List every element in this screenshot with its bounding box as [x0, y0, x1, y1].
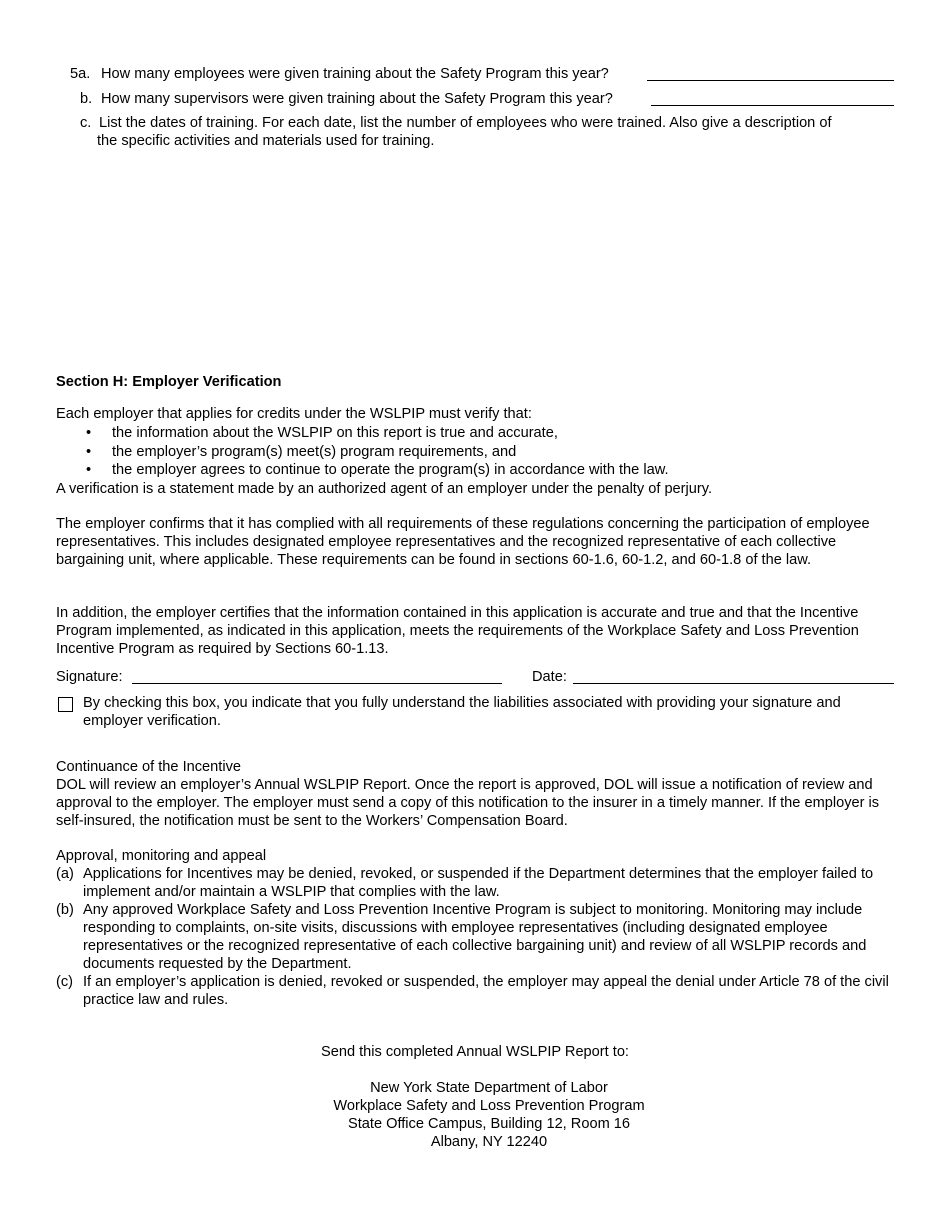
- signature-label: Signature:: [56, 669, 123, 685]
- question-5a-text: How many employees were given training about the Safety Program this year?: [101, 66, 609, 82]
- approval-item: [56, 973, 901, 1009]
- mailing-address: [0, 1079, 950, 1151]
- question-5c-label: c.: [80, 115, 92, 131]
- continuance-body: DOL will review an employer’s Annual WSLPIP Report. Once the report is approved, DOL will issue a notification of review and approval to the employer. The employer must send a copy of this notification to the insurer in a timely manner. If the employer is self-insured, the notification must be sent to the Workers’ Compensation Board.: [56, 777, 880, 829]
- section-h-intro: Each employer that applies for credits under the WSLPIP must verify that:: [56, 406, 532, 422]
- approval-item-label: (a): [56, 866, 74, 882]
- address-line: State Office Campus, Building 12, Room 16: [347, 1116, 631, 1132]
- bullet-glyph: •: [86, 425, 92, 441]
- bullet-text: the employer’s program(s) meet(s) program requirements, and: [112, 443, 517, 460]
- question-5c-text-line1: List the dates of training. For each date, list the number of employees who were trained. Also give a description of: [99, 115, 832, 131]
- approval-item: [56, 865, 901, 901]
- approval-item-label: (b): [56, 902, 74, 918]
- address-line: New York State Department of Labor: [370, 1080, 608, 1096]
- approval-item-label: (c): [56, 974, 74, 990]
- date-label: Date:: [532, 669, 567, 685]
- approval-item-text: Applications for Incentives may be denied, revoked, or suspended if the Department determines that the employer failed to implement and/or maintain a WSLPIP that complies with the law.: [83, 866, 874, 900]
- verification-checkbox-label: By checking this box, you indicate that you fully understand the liabilities associated with providing your signature and employer verification.: [83, 695, 841, 729]
- approval-item-text: If an employer’s application is denied, revoked or suspended, the employer may appeal the denial under Article 78 of the civil practice law and rules.: [83, 974, 889, 1008]
- continuance-heading: Continuance of the Incentive: [56, 759, 241, 775]
- address-line: Albany, NY 12240: [430, 1134, 548, 1150]
- bullet-glyph: •: [86, 462, 92, 478]
- employer-certifies-paragraph: In addition, the employer certifies that the information contained in this application is accurate and true and that the Incentive Program implemented, as indicated in this application, meets the requirements of the Workplace Safety and Loss Prevention Incentive Program as required by Sections 60-1.13.: [56, 605, 859, 657]
- send-to-instruction: Send this completed Annual WSLPIP Report to:: [320, 1044, 629, 1060]
- question-5c-text-line2: the specific activities and materials used for training.: [97, 133, 435, 149]
- section-h-title: Section H: Employer Verification: [56, 374, 282, 390]
- bullet-item: [56, 424, 901, 443]
- bullet-text: the employer agrees to continue to operate the program(s) in accordance with the law.: [112, 462, 669, 478]
- bullet-item: [56, 461, 901, 480]
- approval-item: [56, 901, 901, 973]
- question-5b-label: b.: [80, 91, 93, 107]
- verification-checkbox[interactable]: [58, 697, 73, 712]
- approval-item-text: Any approved Workplace Safety and Loss Prevention Incentive Program is subject to monitoring. Monitoring may include responding to complaints, on-site visits, discussions with employee representatives (including designated employee representatives or the recognized representative of each collective bargaining unit) and review of all WSLPIP records and documents requested by the Department.: [83, 902, 867, 972]
- question-5b-answer-line[interactable]: [651, 105, 894, 106]
- bullet-text: the information about the WSLPIP on this report is true and accurate,: [112, 425, 558, 441]
- date-line[interactable]: [573, 683, 894, 684]
- verification-definition: A verification is a statement made by an authorized agent of an employer under the penalty of perjury.: [56, 481, 713, 497]
- signature-line[interactable]: [132, 683, 502, 684]
- question-5a-answer-line[interactable]: [647, 80, 894, 81]
- approval-list: [56, 865, 901, 1009]
- bullet-glyph: •: [86, 443, 92, 460]
- verification-bullet-list: [56, 424, 901, 480]
- question-5a-label: 5a.: [70, 66, 91, 82]
- approval-heading: Approval, monitoring and appeal: [56, 848, 267, 864]
- question-5b-text: How many supervisors were given training about the Safety Program this year?: [101, 91, 613, 107]
- bullet-item: [56, 443, 901, 462]
- employer-confirms-paragraph: The employer confirms that it has complied with all requirements of these regulations concerning the participation of employee representatives. This includes designated employee representatives and the recognized representative of each collective bargaining unit, where applicable. These requirements can be found in sections 60-1.6, 60-1.2, and 60-1.8 of the law.: [56, 516, 870, 568]
- address-line: Workplace Safety and Loss Prevention Program: [333, 1098, 645, 1114]
